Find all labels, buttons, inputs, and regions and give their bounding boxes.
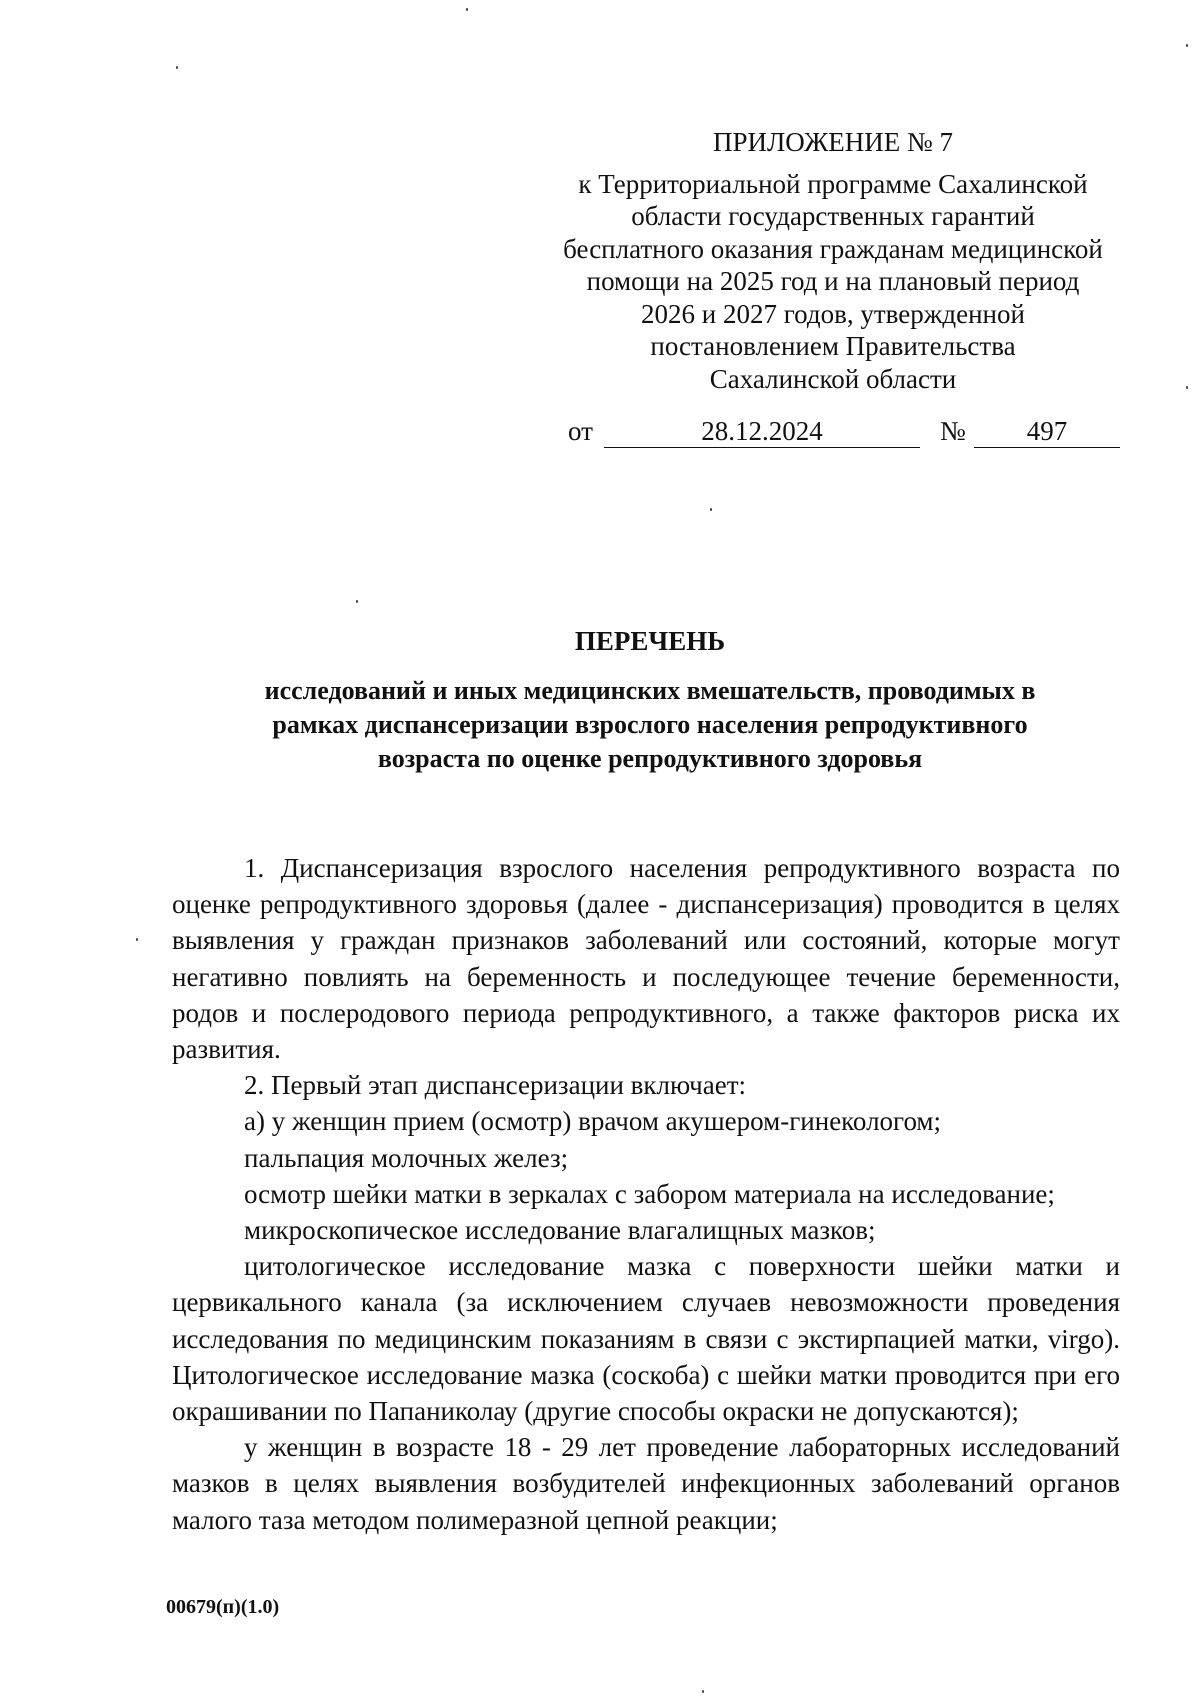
- heading-sub-line: исследований и иных медицинских вмешательств, проводимых в: [264, 676, 1036, 705]
- approval-line: бесплатного оказания гражданам медицинской: [563, 233, 1103, 264]
- heading-main: ПЕРЕЧЕНЬ: [574, 626, 726, 656]
- paragraph: микроскопическое исследование влагалищных мазков;: [244, 1215, 876, 1246]
- approval-number: 497: [974, 415, 1120, 448]
- footer-code: 00679(п)(1.0): [166, 1596, 280, 1618]
- approval-line: постановлением Правительства: [650, 331, 1016, 361]
- heading-sub-line: возраста по оценке репродуктивного здоровья: [377, 744, 923, 773]
- scan-speck: [1186, 386, 1188, 389]
- paragraph: 1. Диспансеризация взрослого населения репродуктивного возраста по оценке репродуктивного здоровья (далее - диспансеризация) проводится в целях выявления у граждан признаков заболеваний или состояний, которые могут негативно повлиять на беременность и последующее течение беременности, родов и послеродового периода репродуктивного, а также факторов риска их развития.: [172, 853, 1120, 1065]
- approval-line: к Территориальной программе Сахалинской: [578, 168, 1088, 199]
- approval-block: [548, 126, 1118, 395]
- approval-date: 28.12.2024: [604, 415, 920, 448]
- paragraph: а) у женщин прием (осмотр) врачом акушером-гинекологом;: [244, 1106, 942, 1137]
- paragraph: осмотр шейки матки в зеркалах с забором материала на исследование;: [244, 1178, 1055, 1209]
- heading-sub-line: рамках диспансеризации взрослого населения репродуктивного: [272, 710, 1028, 739]
- approval-line: Сахалинской области: [709, 363, 957, 394]
- scan-speck: [136, 938, 138, 941]
- scan-speck: [702, 1690, 704, 1693]
- scan-speck: [466, 8, 468, 11]
- scan-speck: [710, 508, 712, 511]
- approval-line: области государственных гарантий: [631, 201, 1035, 231]
- document-body: [172, 850, 1120, 1538]
- number-sign: №: [940, 416, 966, 446]
- date-prefix: от: [568, 416, 593, 446]
- scan-speck: [1186, 44, 1188, 47]
- scan-speck: [356, 600, 358, 603]
- approval-date-row: [568, 415, 1120, 449]
- approval-line: помощи на 2025 год и на плановый период: [586, 266, 1080, 296]
- scan-speck: [176, 66, 178, 69]
- paragraph: у женщин в возрасте 18 - 29 лет проведение лабораторных исследований мазков в целях выявления возбудителей инфекционных заболеваний органов малого таза методом полимеразной цепной реакции;: [172, 1432, 1120, 1535]
- paragraph: 2. Первый этап диспансеризации включает:: [244, 1070, 746, 1101]
- approval-line: 2026 и 2027 годов, утвержденной: [641, 298, 1025, 329]
- appendix-title: ПРИЛОЖЕНИЕ № 7: [712, 127, 954, 157]
- document-heading: [170, 624, 1130, 776]
- paragraph: цитологическое исследование мазка с поверхности шейки матки и цервикального канала (за исключением случаев невозможности проведения исследования по медицинским показаниям в связи с экстирпацией матки, virgo). Цитологическое исследование мазка (соскоба) с шейки матки проводится при его окрашивании по Папаниколау (другие способы окраски не допускаются);: [172, 1251, 1120, 1427]
- paragraph: пальпация молочных желез;: [244, 1142, 569, 1173]
